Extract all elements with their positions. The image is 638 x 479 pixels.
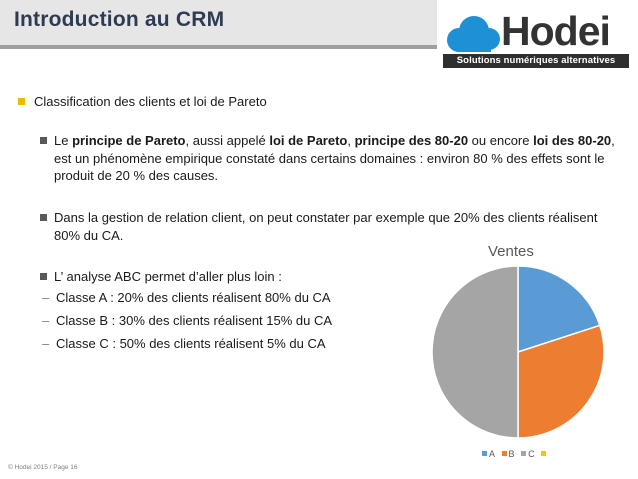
pareto-paragraph — [40, 132, 630, 185]
list-item: – Classe C : 50% des clients réalisent 5% du CA — [42, 336, 326, 351]
legend-swatch-b — [502, 451, 507, 456]
chart-legend — [482, 449, 552, 459]
chart-title: Ventes — [488, 243, 534, 260]
hodei-logo — [443, 8, 631, 68]
legend-item-a: A — [482, 449, 495, 459]
grey-square-bullet-icon — [40, 137, 47, 144]
crm-paragraph — [40, 209, 600, 244]
main-bullet — [18, 94, 267, 109]
legend-item-d — [541, 449, 548, 459]
abc-paragraph — [40, 268, 420, 286]
legend-swatch-d — [541, 451, 546, 456]
title-underline — [0, 45, 437, 49]
orange-square-bullet-icon — [18, 98, 25, 105]
title-bar — [0, 0, 437, 45]
footer-page-number: © Hodei 2015 / Page 16 — [8, 464, 78, 471]
main-bullet-text: Classification des clients et loi de Pareto — [34, 94, 267, 109]
sales-pie-chart — [428, 262, 608, 442]
dash-bullet-icon: – — [42, 313, 50, 328]
pareto-paragraph-text: Le principe de Pareto, aussi appelé loi de Pareto, principe des 80-20 ou encore loi des 80-20, est un phénomène empirique constaté dans certains domaines : environ 80 % des effets sont le produit de 20 % des causes. — [54, 133, 615, 183]
grey-square-bullet-icon — [40, 214, 47, 221]
pie-slice-c — [432, 266, 518, 438]
legend-swatch-c — [521, 451, 526, 456]
crm-paragraph-text: Dans la gestion de relation client, on peut constater par exemple que 20% des clients réalisent 80% du CA. — [54, 210, 598, 243]
slide-title: Introduction au CRM — [14, 8, 225, 31]
dash-bullet-icon: – — [42, 336, 50, 351]
abc-paragraph-text: L’ analyse ABC permet d’aller plus loin : — [54, 269, 282, 284]
cloud-icon — [443, 12, 503, 58]
dash-bullet-icon: – — [42, 290, 50, 305]
logo-tagline: Solutions numériques alternatives — [443, 54, 629, 68]
legend-item-c: C — [521, 449, 535, 459]
list-item: – Classe B : 30% des clients réalisent 15% du CA — [42, 313, 333, 328]
list-item: – Classe A : 20% des clients réalisent 80% du CA — [42, 290, 331, 305]
legend-item-b: B — [502, 449, 515, 459]
legend-swatch-a — [482, 451, 487, 456]
logo-wordmark: Hodei — [501, 8, 610, 54]
grey-square-bullet-icon — [40, 273, 47, 280]
